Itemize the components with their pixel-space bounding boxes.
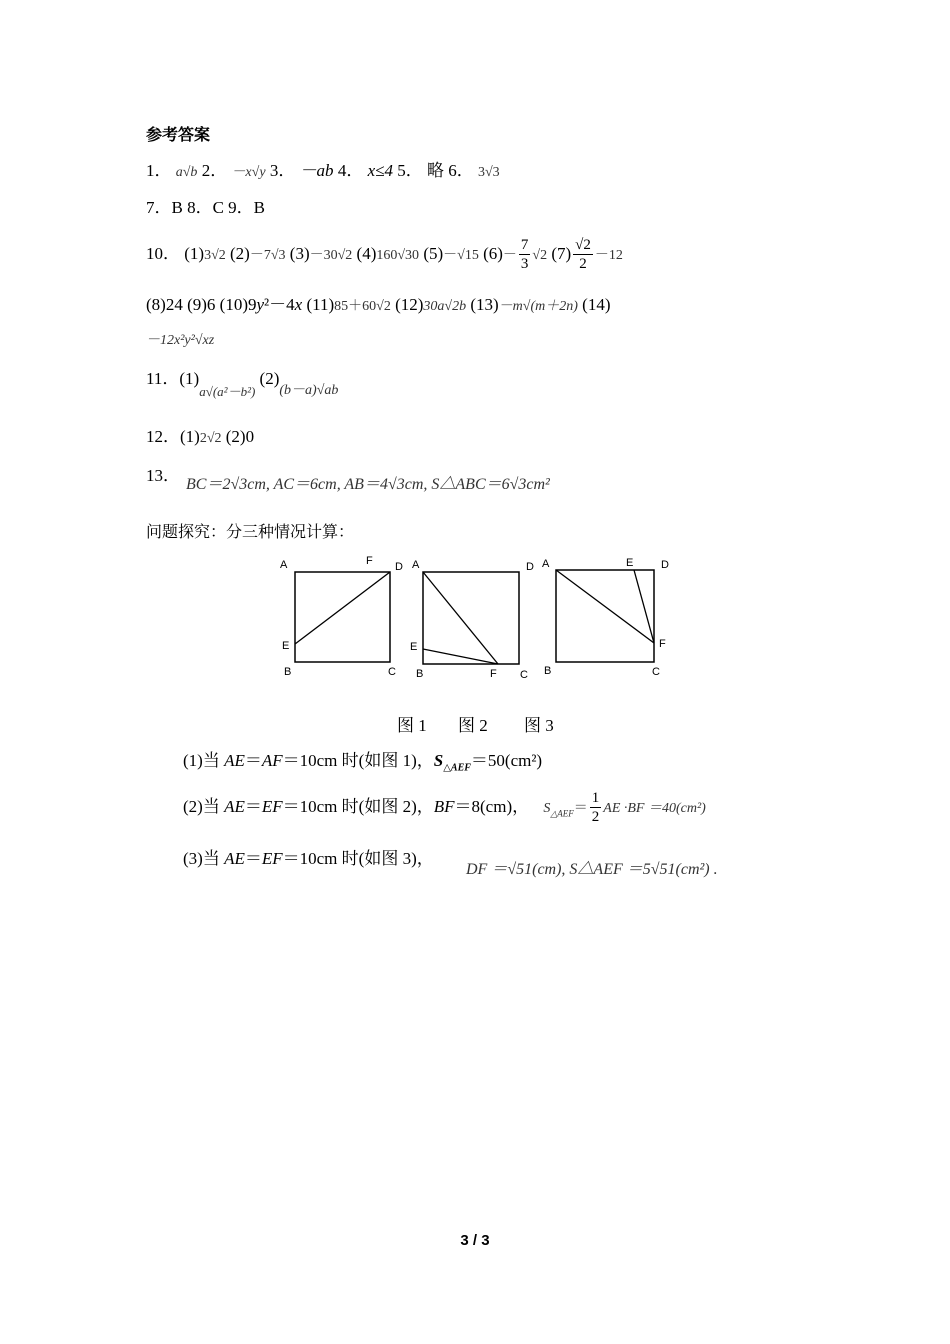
- case1-s: S: [433, 751, 444, 770]
- case3-mid: ＝10cm 时(如图 3)，: [282, 849, 434, 868]
- figure-caption-3: 图 3: [524, 716, 554, 735]
- case2-eq: ＝: [244, 797, 262, 816]
- q10-line2: [146, 296, 610, 314]
- q10-v14: －12x²y²√xz: [146, 333, 215, 348]
- q5-answer: 略: [426, 161, 444, 180]
- case3-ae: AE: [224, 849, 245, 868]
- q10-p10a: (10)9: [219, 295, 257, 314]
- case3-eq: ＝: [244, 849, 262, 868]
- fig3-label-b: B: [544, 665, 552, 677]
- q10-v5: －√15: [443, 248, 479, 263]
- fig2-label-c: C: [520, 669, 528, 680]
- case-3: [183, 850, 434, 867]
- q2-number: 2．: [201, 161, 228, 180]
- q10-p11: (11): [306, 295, 335, 314]
- q10-v4: 160√30: [376, 248, 420, 263]
- q10-v7-tail: －12: [594, 248, 623, 263]
- q11-v1: a√(a²－b²): [199, 384, 256, 399]
- fig1-label-d: D: [395, 561, 403, 573]
- case-2: [183, 788, 706, 832]
- case2-den: 2: [591, 809, 600, 826]
- fig1-segment-ef: [295, 572, 390, 644]
- q4-answer: x≤4: [367, 161, 393, 180]
- case1-ae: AE: [224, 751, 245, 770]
- q10-line1: [146, 236, 623, 274]
- q10-p8: (8)24: [146, 295, 183, 314]
- q10-v11: 85＋60√2: [334, 299, 391, 314]
- case2-fraction: [590, 791, 602, 825]
- case2-tail: AE ·BF ＝40(cm²): [603, 801, 706, 816]
- q10-p10c: ²－4: [264, 295, 295, 314]
- fig2-segment-ef: [423, 649, 498, 664]
- q10-v6-tail: √2: [532, 248, 548, 263]
- q10-p5: (5): [423, 244, 444, 263]
- figure-caption-1: 图 1: [397, 716, 427, 735]
- q10-p3: (3): [289, 244, 310, 263]
- fig2-label-f: F: [490, 668, 497, 680]
- q10-v6-den: 3: [520, 256, 529, 273]
- fig2-label-e: E: [410, 641, 418, 653]
- case3-answer: DF ＝√51(cm), S△AEF ＝5√51(cm²) .: [466, 861, 718, 878]
- figure-caption-2: 图 2: [458, 716, 488, 735]
- q10-v6-sign: －: [502, 248, 517, 263]
- case2-pre: (2)当: [183, 797, 225, 816]
- q10-p10d: x: [294, 295, 303, 314]
- q10-p12: (12): [395, 295, 424, 314]
- figure-diagrams: [270, 548, 690, 680]
- q10-v7-fraction: [573, 238, 593, 272]
- q10-v1: 3√2: [204, 248, 226, 263]
- case1-sub: △AEF: [443, 762, 471, 774]
- fig3-label-d: D: [661, 559, 669, 571]
- q12-p2: (2)0: [225, 427, 255, 446]
- q10-v6-num: 7: [520, 237, 529, 254]
- q11-v2: (b－a)√ab: [279, 383, 339, 398]
- q13-answer: BC＝2√3cm, AC＝6cm, AB＝4√3cm, S△ABC＝6√3cm²: [186, 476, 550, 493]
- case1-eq: ＝: [244, 751, 262, 770]
- fig2-label-b: B: [416, 668, 424, 680]
- q10-p14: (14): [582, 295, 611, 314]
- case1-pre: (1)当: [183, 751, 225, 770]
- q10-p4: (4): [356, 244, 377, 263]
- q3-answer: －ab: [299, 161, 334, 180]
- answers-1-6: [146, 162, 500, 180]
- q13-label: 13．: [146, 466, 180, 485]
- case2-sub: △AEF: [550, 808, 574, 819]
- q10-p1: (1): [184, 244, 205, 263]
- case2-bf: BF: [433, 797, 455, 816]
- fig2-segment-af: [423, 572, 498, 664]
- q10-p7: (7): [551, 244, 572, 263]
- case2-ef: EF: [261, 797, 283, 816]
- q10-p6: (6): [483, 244, 503, 263]
- case2-bfv: ＝8(cm)，: [454, 797, 530, 816]
- case1-mid: ＝10cm 时(如图 1)，: [282, 751, 434, 770]
- case-1: [183, 752, 542, 773]
- q10-v3: －30√2: [309, 248, 353, 263]
- q10-v2: －7√3: [249, 248, 286, 263]
- q6-answer: 3√3: [477, 165, 500, 180]
- q12-label: 12．(1): [146, 427, 200, 446]
- fig3-segment-ef: [634, 570, 654, 643]
- q10-p9: (9)6: [187, 295, 216, 314]
- q12-line: [146, 428, 254, 446]
- fig1-label-e: E: [282, 640, 290, 652]
- section-title: 参考答案: [146, 125, 211, 144]
- fig1-label-f: F: [366, 555, 373, 567]
- case2-ae: AE: [224, 797, 245, 816]
- q3-number: 3．: [269, 161, 296, 180]
- fig2-square: [423, 572, 519, 664]
- page-number: 3 / 3: [460, 1232, 490, 1249]
- fig3-label-c: C: [652, 666, 660, 678]
- q10-p13: (13): [470, 295, 499, 314]
- q11-line: [146, 369, 339, 399]
- q10-p10b: y: [256, 295, 265, 314]
- q12-v1: 2√2: [199, 431, 222, 446]
- explore-heading: 问题探究：分三种情况计算：: [146, 522, 355, 541]
- case2-num: 1: [591, 790, 600, 807]
- q10-p2: (2): [230, 244, 250, 263]
- q10-label: 10．: [146, 244, 180, 263]
- fig3-label-f: F: [659, 638, 666, 650]
- fig3-label-a: A: [542, 558, 550, 570]
- fig1-label-a: A: [280, 559, 288, 571]
- fig3-square: [556, 570, 654, 662]
- q2-answer: －x√y: [231, 165, 266, 180]
- case3-ef: EF: [261, 849, 283, 868]
- q5-number: 5．: [397, 161, 423, 180]
- q10-v6-fraction: [519, 238, 531, 272]
- fig1-label-c: C: [388, 666, 396, 678]
- q11-label: 11．(1): [146, 369, 200, 388]
- fig2-label-a: A: [412, 559, 420, 571]
- case1-af: AF: [261, 751, 283, 770]
- q6-number: 6．: [448, 161, 474, 180]
- q10-v7-num: √2: [575, 237, 591, 254]
- case2-mid: ＝10cm 时(如图 2)，: [282, 797, 434, 816]
- fig1-square: [295, 572, 390, 662]
- q4-number: 4．: [337, 161, 364, 180]
- answers-7-9: 7．B 8．C 9．B: [146, 198, 266, 217]
- case2-s: S: [543, 801, 551, 816]
- fig3-segment-af: [556, 570, 654, 643]
- q10-v13: －m√(m＋2n): [498, 299, 578, 314]
- case3-pre: (3)当: [183, 849, 225, 868]
- q10-v7-den: 2: [579, 256, 587, 273]
- q10-v12: 30a√2b: [423, 299, 467, 314]
- case1-tail: ＝50(cm²): [470, 751, 543, 770]
- case2-eq2: ＝: [573, 801, 588, 816]
- fig3-label-e: E: [626, 557, 634, 569]
- fig2-label-d: D: [526, 561, 534, 573]
- q1-answer: a√b: [175, 165, 198, 180]
- fig1-label-b: B: [284, 666, 292, 678]
- q1-number: 1．: [146, 161, 172, 180]
- q11-p2: (2): [259, 369, 280, 388]
